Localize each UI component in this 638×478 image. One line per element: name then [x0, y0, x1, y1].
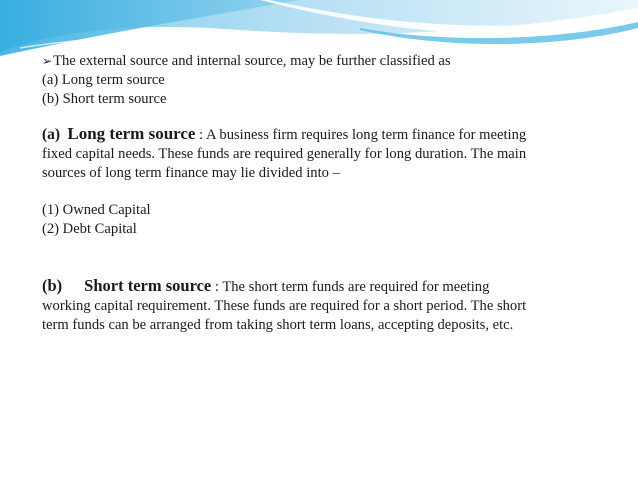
section-b-label: (b): [42, 276, 63, 295]
section-a-text: fixed capital needs. These funds are required generally for long duration. The main: [42, 146, 527, 162]
intro-item: (a) Long term source: [42, 72, 165, 88]
section-b-text: working capital requirement. These funds are required for a short period. The short: [42, 298, 527, 314]
section-a-term: Long term source: [67, 124, 196, 143]
section-a-label: (a): [42, 126, 61, 143]
section-a-list-item: (2) Debt Capital: [42, 221, 137, 237]
section-b-heading: [42, 276, 602, 297]
intro-item: (b) Short term source: [42, 91, 167, 107]
section-b-lead: : The short term funds are required for meeting: [211, 279, 490, 295]
section-a-heading: [42, 124, 602, 145]
section-a-list-item: (1) Owned Capital: [42, 202, 151, 218]
intro-text: The external source and internal source, may be further classified as: [53, 53, 451, 69]
section-a-text: sources of long term finance may lie divided into –: [42, 165, 340, 181]
section-a-lead: : A business firm requires long term finance for meeting: [195, 127, 527, 143]
section-b-text: term funds can be arranged from taking short term loans, accepting deposits, etc.: [42, 317, 514, 333]
section-b-term: Short term source: [84, 276, 212, 295]
slide-body: [42, 52, 602, 335]
arrow-bullet-icon: ➢: [42, 54, 53, 68]
intro-line: [42, 52, 602, 71]
